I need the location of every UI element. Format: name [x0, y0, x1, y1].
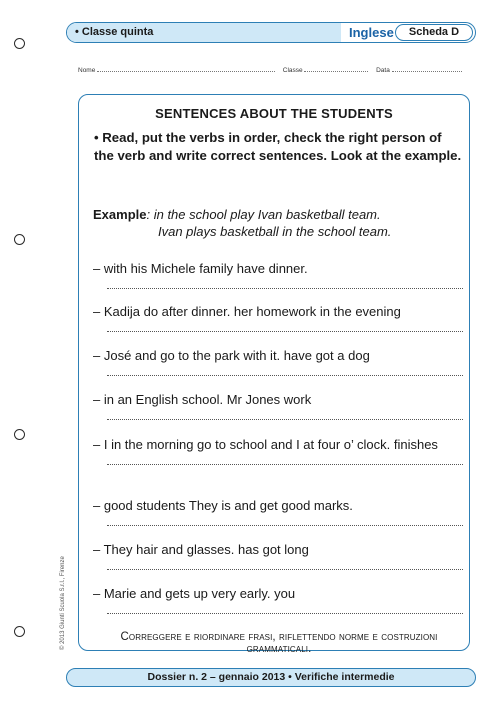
copyright: © 2013 Giunti Scuola S.r.l., Firenze — [60, 556, 66, 650]
binder-hole-2 — [14, 234, 25, 245]
example-block — [93, 206, 391, 240]
example-label: Example — [93, 207, 147, 222]
answer-line[interactable] — [107, 559, 463, 570]
exercise-item — [93, 347, 465, 376]
name-field[interactable] — [97, 64, 275, 72]
sheet-label: Scheda D — [395, 24, 473, 41]
subject-label: Inglese — [349, 25, 394, 40]
header-bar — [66, 22, 476, 43]
exercise-prompt: – good students They is and get good marks. — [93, 498, 353, 513]
answer-line[interactable] — [107, 515, 463, 526]
exercise-item — [93, 585, 465, 614]
exercise-prompt: – Marie and gets up very early. you — [93, 586, 296, 601]
answer-line[interactable] — [107, 454, 463, 465]
worksheet-title: SENTENCES ABOUT THE STUDENTS — [155, 106, 393, 121]
date-label: Data — [376, 67, 390, 74]
answer-line[interactable] — [107, 603, 463, 614]
example-answer: Ivan plays basketball in the school team. — [158, 224, 392, 239]
exercise-prompt: – with his Michele family have dinner. — [93, 261, 308, 276]
exercise-item — [93, 497, 465, 526]
binder-hole-3 — [14, 429, 25, 440]
class-field-label: Classe — [282, 67, 303, 74]
binder-hole-1 — [14, 38, 25, 49]
class-field[interactable] — [304, 64, 368, 72]
exercise-item — [93, 541, 465, 570]
teacher-note-text: Correggere e riordinare frasi, riflettendo norme e costruzioni grammaticali. — [120, 631, 438, 655]
teacher-note — [91, 631, 467, 655]
instructions: • Read, put the verbs in order, check the right person of the verb and write correct sentences. Look at the example. — [94, 130, 462, 163]
exercise-prompt: – José and go to the park with it. have got a dog — [93, 348, 370, 363]
answer-line[interactable] — [107, 365, 463, 376]
answer-line[interactable] — [107, 321, 463, 332]
answer-line[interactable] — [107, 278, 463, 289]
date-field[interactable] — [392, 64, 462, 72]
exercise-prompt: – Kadija do after dinner. her homework in the evening — [93, 304, 401, 319]
class-label: • Classe quinta — [67, 23, 341, 42]
answer-line[interactable] — [107, 409, 463, 420]
exercise-item — [93, 436, 465, 465]
exercise-item — [93, 303, 465, 332]
exercise-prompt: – in an English school. Mr Jones work — [93, 392, 312, 407]
exercise-prompt: – I in the morning go to school and I at four o’ clock. finishes — [93, 437, 438, 452]
footer-bar: Dossier n. 2 – gennaio 2013 • Verifiche intermedie — [66, 668, 476, 687]
exercise-item — [93, 260, 465, 289]
exercise-item — [93, 391, 465, 420]
example-scrambled: : in the school play Ivan basketball team. — [146, 207, 381, 222]
student-id-row — [78, 64, 470, 74]
name-label: Nome — [78, 67, 96, 74]
binder-hole-4 — [14, 626, 25, 637]
exercise-prompt: – They hair and glasses. has got long — [93, 542, 309, 557]
